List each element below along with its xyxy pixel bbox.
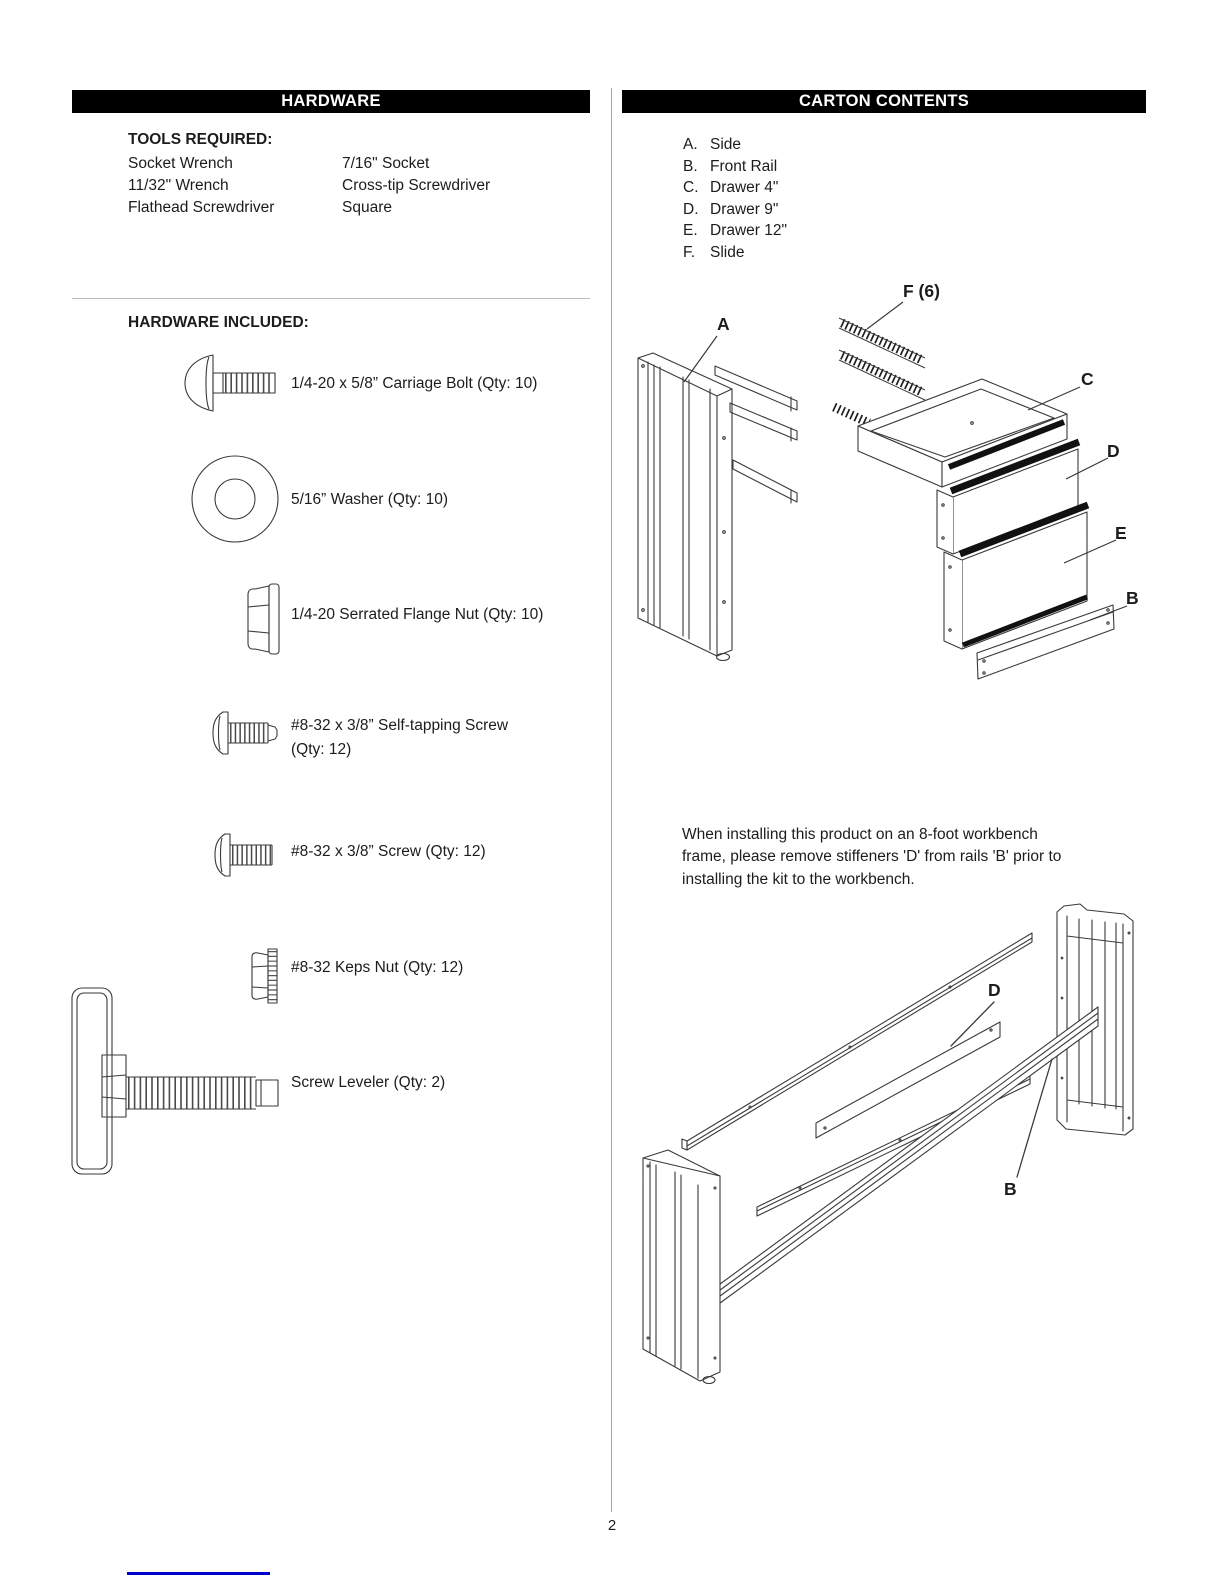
- hardware-item-label: [291, 714, 559, 762]
- exploded-view-drawing: [620, 270, 1160, 690]
- carton-contents-exploded-diagram: [620, 270, 1160, 690]
- tools-list: [128, 153, 588, 219]
- tool-item: 7/16" Socket: [342, 155, 430, 172]
- note-line: When installing this product on an 8-foot workbench: [682, 826, 1038, 843]
- hardware-item-label: 1/4-20 Serrated Flange Nut (Qty: 10): [291, 606, 544, 623]
- diagram-label-b: B: [1126, 588, 1139, 608]
- part-letter: C.: [683, 179, 699, 196]
- diagram-label-d: D: [1107, 441, 1120, 461]
- stiffener-drawing: [816, 1022, 1000, 1138]
- hardware-section-header: HARDWARE: [72, 90, 590, 113]
- part-name: Drawer 4": [710, 179, 779, 196]
- part-name: Drawer 12": [710, 222, 788, 239]
- self-tapping-screw-icon: [210, 710, 282, 756]
- note-line: frame, please remove stiffeners 'D' from rails 'B' prior to: [682, 848, 1062, 866]
- hardware-item-label: 1/4-20 x 5/8” Carriage Bolt (Qty: 10): [291, 375, 538, 392]
- tool-item: Cross-tip Screwdriver: [342, 177, 491, 194]
- workbench-frame-diagram: [620, 888, 1160, 1393]
- part-name: Front Rail: [710, 157, 778, 175]
- carton-parts-list: [683, 134, 983, 263]
- carriage-bolt-icon: [180, 352, 280, 414]
- part-letter: E.: [683, 222, 698, 239]
- part-letter: D.: [683, 200, 699, 218]
- diagram-label-f: F (6): [903, 281, 940, 301]
- diagram-label-b: B: [1004, 1179, 1017, 1199]
- section-rule: [72, 298, 590, 299]
- diagram-label-c: C: [1081, 369, 1094, 389]
- diagram-label-d: D: [988, 980, 1001, 1000]
- tool-item: Socket Wrench: [128, 155, 233, 172]
- hardware-item-label: 5/16” Washer (Qty: 10): [291, 491, 449, 508]
- page-number: 2: [607, 1517, 617, 1534]
- hardware-item-label-line1: #8-32 x 3/8” Self-tapping Screw: [291, 717, 509, 734]
- front-rail-drawing: [716, 1007, 1098, 1306]
- note-line: installing the kit to the workbench.: [682, 870, 915, 888]
- tool-item: 11/32" Wrench: [128, 177, 229, 194]
- hardware-item-label-line2: (Qty: 12): [291, 741, 352, 758]
- left-panel-drawing: [643, 1150, 720, 1384]
- diagram-label-a: A: [717, 314, 730, 334]
- tool-item: Flathead Screwdriver: [128, 199, 275, 216]
- column-divider: [611, 88, 612, 1512]
- part-name: Side: [710, 136, 742, 153]
- part-letter: B.: [683, 157, 698, 175]
- machine-screw-icon: [212, 832, 284, 878]
- carton-contents-section-header: CARTON CONTENTS: [622, 90, 1146, 113]
- installation-note: [682, 824, 1142, 891]
- part-letter: A.: [683, 136, 698, 153]
- hardware-item-label: #8-32 x 3/8” Screw (Qty: 12): [291, 843, 486, 860]
- part-name: Drawer 9": [710, 200, 779, 218]
- flange-nut-icon: [240, 582, 286, 656]
- footer-link-underline[interactable]: [127, 1572, 270, 1575]
- frame-view-drawing: [620, 888, 1160, 1393]
- hardware-item-label: Screw Leveler (Qty: 2): [291, 1074, 446, 1091]
- part-name: Slide: [710, 243, 745, 261]
- side-panel-drawing: [638, 353, 732, 661]
- diagram-label-e: E: [1115, 523, 1127, 543]
- tools-required-heading: TOOLS REQUIRED:: [128, 131, 273, 148]
- hardware-included-heading: HARDWARE INCLUDED:: [128, 314, 309, 331]
- part-letter: F.: [683, 243, 696, 261]
- tool-item: Square: [342, 199, 392, 216]
- screw-leveler-icon: [70, 985, 285, 1180]
- hardware-item-label: #8-32 Keps Nut (Qty: 12): [291, 959, 464, 976]
- washer-icon: [190, 454, 280, 544]
